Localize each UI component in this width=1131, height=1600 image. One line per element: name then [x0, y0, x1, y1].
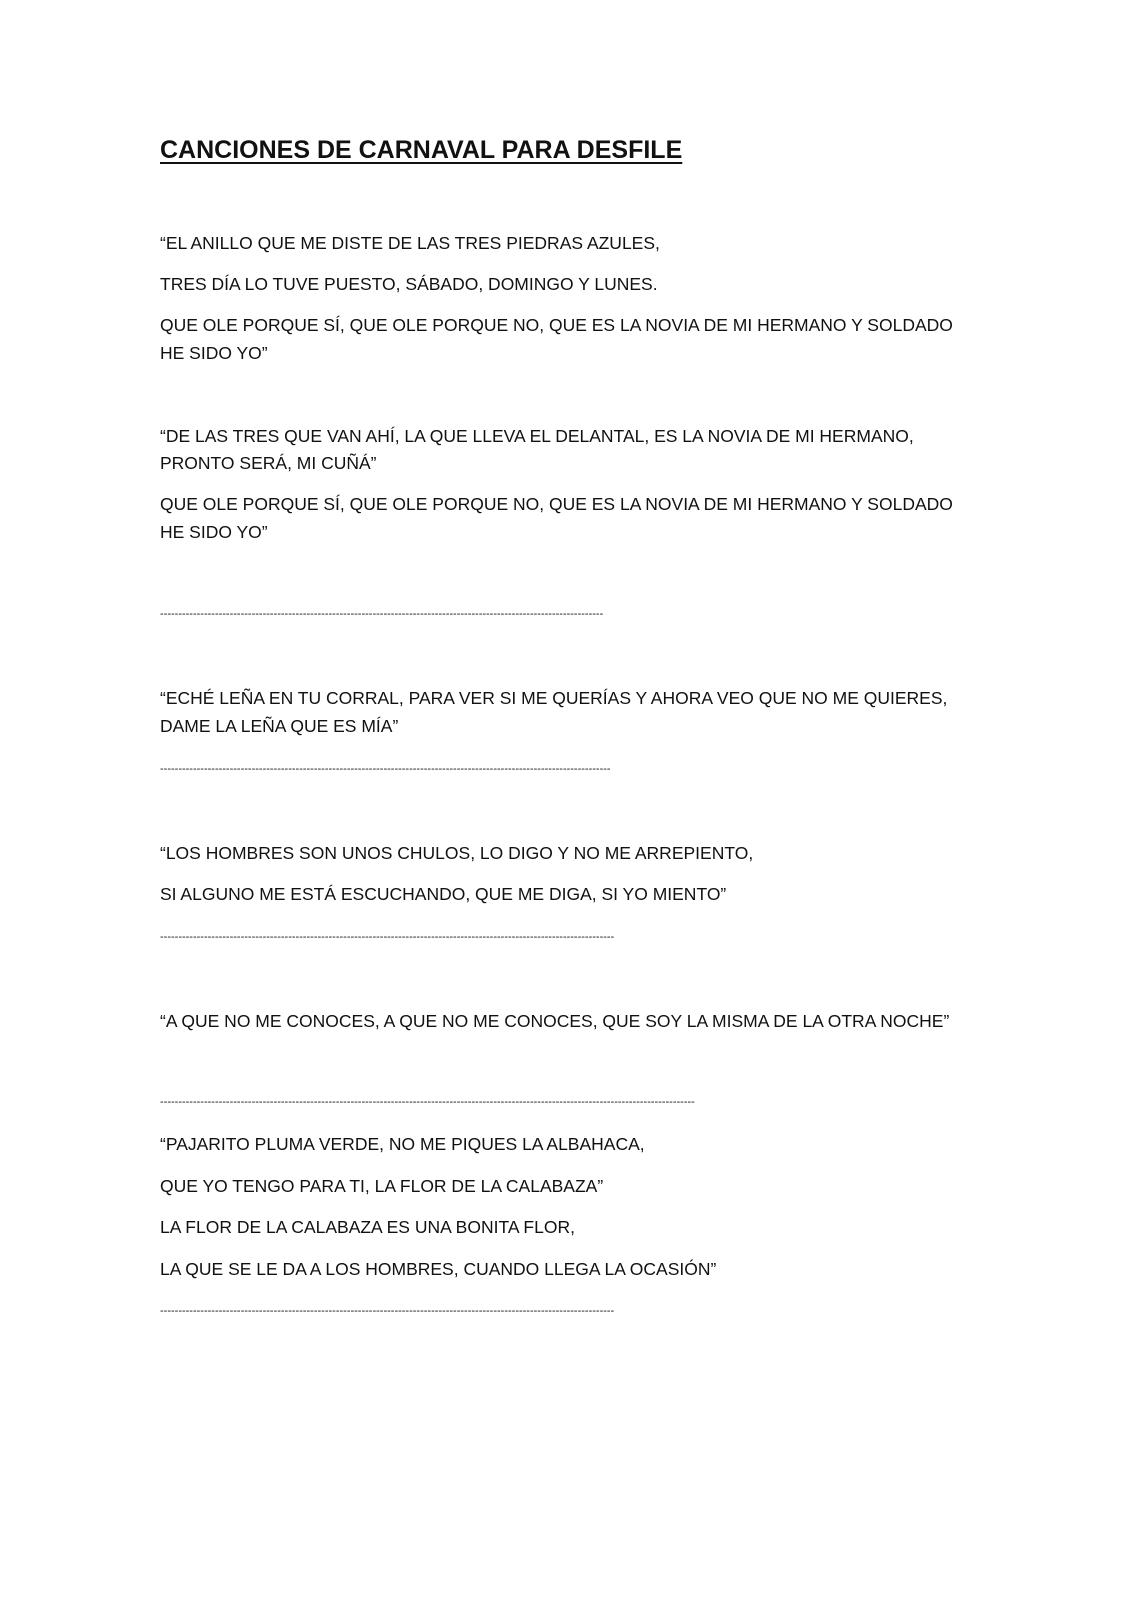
separator-5: ---------------------------------------------------------------------------------------------------------------------------- — [160, 1305, 615, 1317]
song-2-line-2: PRONTO SERÁ, MI CUÑÁ” — [160, 453, 377, 473]
song-6-line-2: QUE YO TENGO PARA TI, LA FLOR DE LA CALABAZA” — [160, 1176, 604, 1196]
separator-4: -------------------------------------------------------------------------------------------------------------------------------------------------- — [160, 1096, 695, 1108]
document-title: CANCIONES DE CARNAVAL PARA DESFILE — [160, 136, 683, 164]
separator-1: ------------------------------------------------------------------------------------------------------------------------- — [160, 608, 604, 620]
song-5-line-1: “A QUE NO ME CONOCES, A QUE NO ME CONOCES, QUE SOY LA MISMA DE LA OTRA NOCHE” — [160, 1011, 950, 1031]
song-3-line-2: DAME LA LEÑA QUE ES MÍA” — [160, 716, 399, 736]
separator-2: --------------------------------------------------------------------------------------------------------------------------- — [160, 763, 611, 775]
song-1-chorus-line-1: QUE OLE PORQUE SÍ, QUE OLE PORQUE NO, QUE ES LA NOVIA DE MI HERMANO Y SOLDADO — [160, 315, 953, 335]
song-6-line-3: LA FLOR DE LA CALABAZA ES UNA BONITA FLOR, — [160, 1217, 575, 1237]
song-1-line-1: “EL ANILLO QUE ME DISTE DE LAS TRES PIEDRAS AZULES, — [160, 233, 660, 253]
song-2-chorus-line-1: QUE OLE PORQUE SÍ, QUE OLE PORQUE NO, QUE ES LA NOVIA DE MI HERMANO Y SOLDADO — [160, 494, 953, 514]
song-3-line-1: “ECHÉ LEÑA EN TU CORRAL, PARA VER SI ME QUERÍAS Y AHORA VEO QUE NO ME QUIERES, — [160, 688, 948, 708]
song-6-line-1: “PAJARITO PLUMA VERDE, NO ME PIQUES LA ALBAHACA, — [160, 1134, 645, 1154]
song-6-line-4: LA QUE SE LE DA A LOS HOMBRES, CUANDO LLEGA LA OCASIÓN” — [160, 1259, 717, 1279]
song-1-line-2: TRES DÍA LO TUVE PUESTO, SÁBADO, DOMINGO Y LUNES. — [160, 274, 658, 294]
song-2-line-1: “DE LAS TRES QUE VAN AHÍ, LA QUE LLEVA EL DELANTAL, ES LA NOVIA DE MI HERMANO, — [160, 426, 914, 446]
song-2-chorus-line-2: HE SIDO YO” — [160, 522, 268, 542]
song-1-chorus-line-2: HE SIDO YO” — [160, 343, 268, 363]
separator-3: ---------------------------------------------------------------------------------------------------------------------------- — [160, 931, 615, 943]
song-4-line-1: “LOS HOMBRES SON UNOS CHULOS, LO DIGO Y NO ME ARREPIENTO, — [160, 843, 754, 863]
song-4-line-2: SI ALGUNO ME ESTÁ ESCUCHANDO, QUE ME DIGA, SI YO MIENTO” — [160, 884, 727, 904]
